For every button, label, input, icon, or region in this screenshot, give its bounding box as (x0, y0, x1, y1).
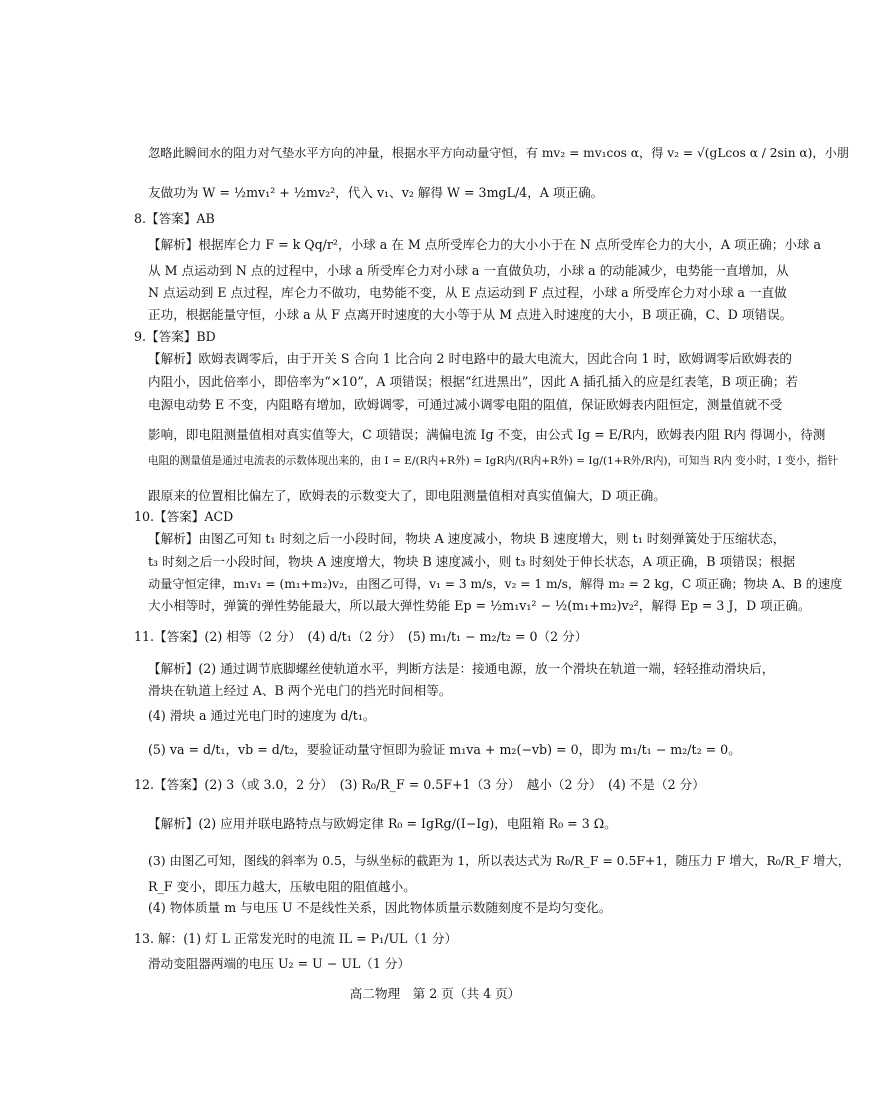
q13-line-2: 滑动变阻器两端的电压 U₂ = U − UL（1 分） (148, 956, 411, 971)
q11-answer: 11.【答案】(2) 相等（2 分） (4) d/t₁（2 分） (5) m₁/t₁ − m₂/t₂ = 0（2 分） (134, 629, 588, 644)
q10-line-4: 大小相等时，弹簧的弹性势能最大，所以最大弹性势能 Ep = ½m₁v₁² − ½(m₁+m₂)v₂²，解得 Ep = 3 J，D 项正确。 (148, 598, 811, 613)
q8-line-3: N 点运动到 E 点过程，库仑力不做功，电势能不变，从 E 点运动到 F 点过程，小球 a 所受库仑力对小球 a 一直做 (148, 285, 787, 300)
q12-answer: 12.【答案】(2) 3（或 3.0，2 分） (3) R₀/R_F = 0.5F+1（3 分） 越小（2 分） (4) 不是（2 分） (134, 777, 705, 792)
q9-line-2: 内阻小，因此倍率小，即倍率为“×10”，A 项错误；根据“红进黑出”，因此 A 插孔插入的应是红表笔，B 项正确；若 (148, 374, 798, 389)
q12-line-2: (3) 由图乙可知，图线的斜率为 0.5，与纵坐标的截距为 1，所以表达式为 R₀/R_F = 0.5F+1，随压力 F 增大，R₀/R_F 增大， (148, 853, 851, 868)
q10-answer: 10.【答案】ACD (134, 509, 234, 524)
q9-answer: 9.【答案】BD (134, 329, 216, 344)
q10-line-3: 动量守恒定律，m₁v₁ = (m₁+m₂)v₂，由图乙可得，v₁ = 3 m/s，v₂ = 1 m/s，解得 m₂ = 2 kg，C 项正确；物块 A、B 的速度 (148, 577, 843, 591)
q9-line-6: 跟原来的位置相比偏左了，欧姆表的示数变大了，即电阻测量值相对真实值偏大，D 项正确。 (148, 488, 666, 503)
q10-line-2: t₃ 时刻之后一小段时间，物块 A 速度增大，物块 B 速度减小，则 t₃ 时刻处于伸长状态，A 项正确，B 项错误；根据 (148, 554, 796, 569)
q9-line-1: 【解析】欧姆表调零后，由于开关 S 合向 1 比合向 2 时电路中的最大电流大，因此合向 1 时，欧姆调零后欧姆表的 (148, 351, 793, 366)
intro-line-1: 忽略此瞬间水的阻力对气垫水平方向的冲量，根据水平方向动量守恒，有 mv₂ = mv₁cos α，得 v₂ = √(gLcos α / 2sin α)，小朋 (148, 146, 849, 160)
q11-line-1: 【解析】(2) 通过调节底脚螺丝使轨道水平，判断方法是：接通电源，放一个滑块在轨道一端，轻轻推动滑块后， (148, 661, 775, 676)
q12-line-3: R_F 变小，即压力越大，压敏电阻的阻值越小。 (148, 879, 416, 894)
q8-line-2: 从 M 点运动到 N 点的过程中，小球 a 所受库仑力对小球 a 一直做负功，小球 a 的动能减少，电势能一直增加，从 (148, 263, 789, 278)
q13-line-1: 13. 解：(1) 灯 L 正常发光时的电流 IL = P₁/UL（1 分） (134, 931, 458, 946)
q12-line-4: (4) 物体质量 m 与电压 U 不是线性关系，因此物体质量示数随刻度不是均匀变化。 (148, 900, 612, 915)
q11-line-2: 滑块在轨道上经过 A、B 两个光电门的挡光时间相等。 (148, 683, 452, 698)
q12-line-1: 【解析】(2) 应用并联电路特点与欧姆定律 R₀ = IgRg/(I−Ig)，电阻箱 R₀ = 3 Ω。 (148, 816, 617, 831)
q11-line-3: (4) 滑块 a 通过光电门时的速度为 d/t₁。 (148, 708, 376, 723)
q9-line-5: 电阻的测量值是通过电流表的示数体现出来的，由 I = E/(R内+R外) = IgR内/(R内+R外) = Ig/(1+R外/R内)，可知当 R内 变小时，I 变小，指针 (148, 455, 839, 467)
intro-line-2: 友做功为 W = ½mv₁² + ½mv₂²，代入 v₁、v₂ 解得 W = 3mgL/4，A 项正确。 (148, 185, 604, 200)
q8-answer: 8.【答案】AB (134, 211, 215, 226)
q11-line-4: (5) va = d/t₁，vb = d/t₂，要验证动量守恒即为验证 m₁va + m₂(−vb) = 0，即为 m₁/t₁ − m₂/t₂ = 0。 (148, 742, 741, 757)
q10-line-1: 【解析】由图乙可知 t₁ 时刻之后一小段时间，物块 A 速度减小，物块 B 速度增大，则 t₁ 时刻弹簧处于压缩状态， (148, 531, 786, 546)
page-footer: 高二物理 第 2 页（共 4 页） (349, 986, 521, 1001)
q9-line-4: 影响，即电阻测量值相对真实值等大，C 项错误；满偏电流 Ig 不变，由公式 Ig = E/R内，欧姆表内阻 R内 得调小，待测 (148, 427, 826, 442)
q9-line-3: 电源电动势 E 不变，内阻略有增加，欧姆调零，可通过减小调零电阻的阻值，保证欧姆表内阻恒定，测量值就不受 (148, 397, 783, 412)
q8-line-4: 正功，根据能量守恒，小球 a 从 F 点离开时速度的大小等于从 M 点进入时速度的大小，B 项正确，C、D 项错误。 (148, 307, 793, 322)
q8-line-1: 【解析】根据库仑力 F = k Qq/r²，小球 a 在 M 点所受库仑力的大小小于在 N 点所受库仑力的大小，A 项正确；小球 a (148, 237, 822, 252)
